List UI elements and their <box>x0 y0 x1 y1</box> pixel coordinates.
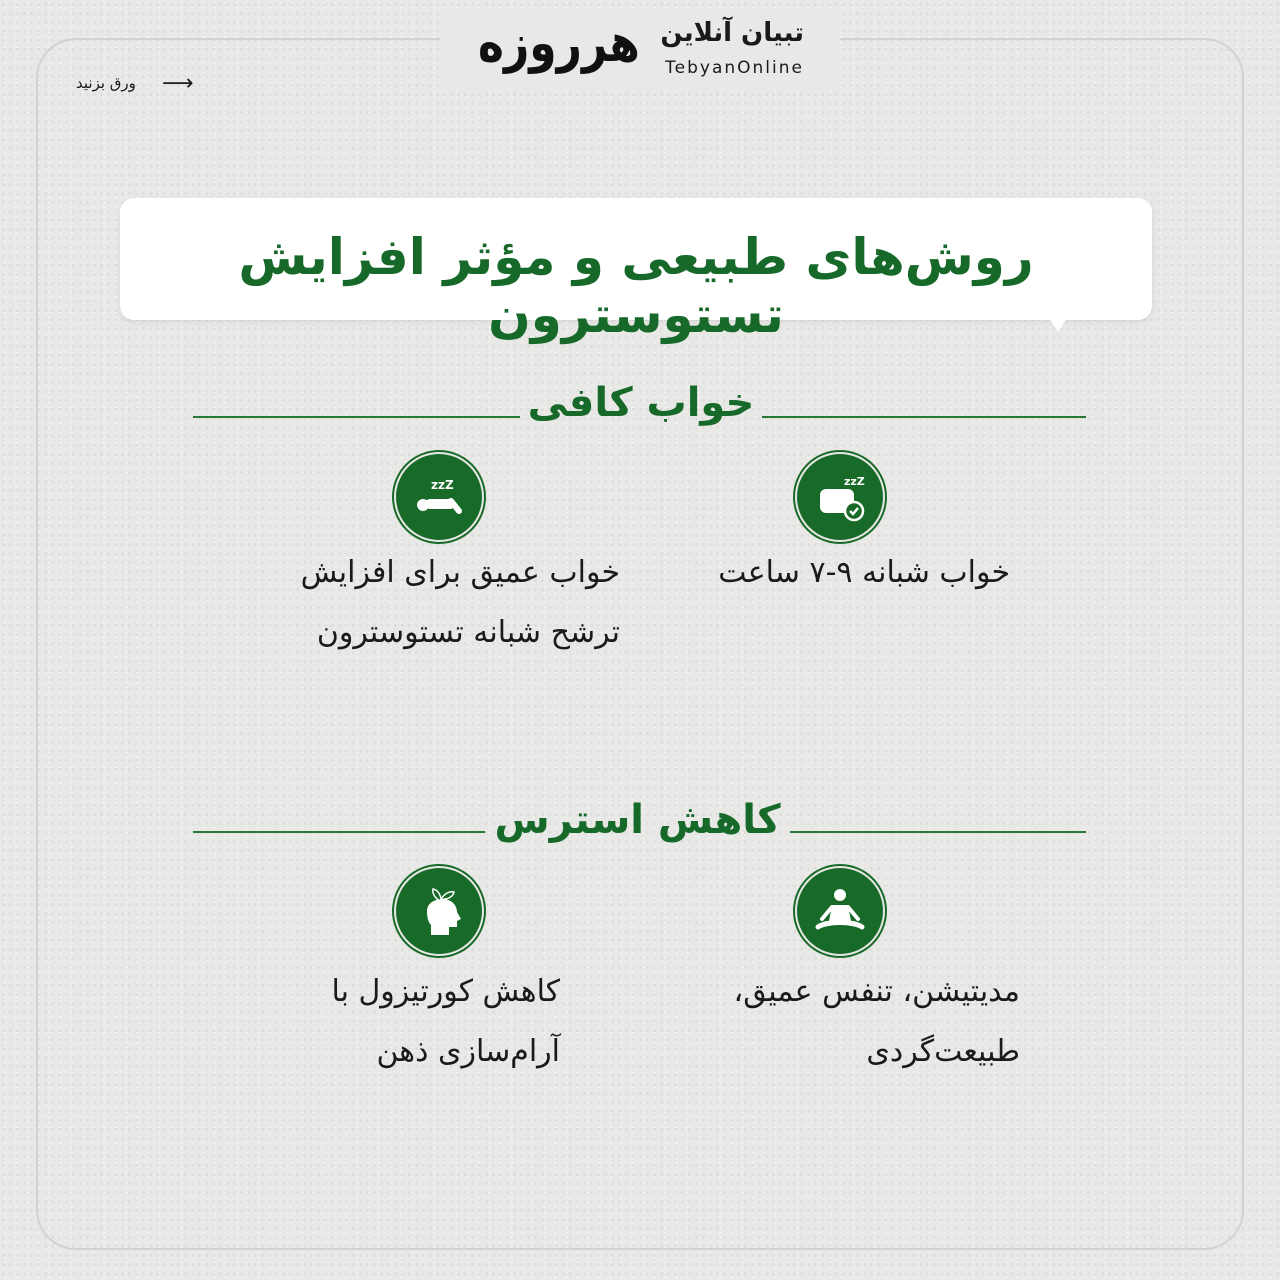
item-deep-sleep: خواب عمیق برای افزایش ترشح شبانه تستوسترون <box>300 555 620 650</box>
section-heading-sleep: خواب کافی <box>527 380 755 426</box>
page-title: روش‌های طبیعی و مؤثر افزایش تستوسترون <box>238 228 1034 344</box>
divider <box>790 831 1086 833</box>
swipe-hint[interactable] <box>76 74 136 92</box>
section-heading-stress: کاهش استرس <box>494 797 781 843</box>
arrow-right-icon: ⟶ <box>162 71 194 96</box>
title-card <box>120 198 1152 344</box>
item-sleep-hours: خواب شبانه ۹-۷ ساعت <box>718 555 1010 590</box>
item-meditation: مدیتیشن، تنفس عمیق، طبیعت‌گردی <box>733 974 1020 1069</box>
logo: هرروزه <box>478 12 640 75</box>
speech-tail <box>1048 316 1068 332</box>
svg-text:zzZ: zzZ <box>844 475 865 488</box>
sleeping-person-icon <box>396 454 482 540</box>
divider <box>193 416 520 418</box>
meditation-icon <box>797 868 883 954</box>
swipe-label: ورق بزنید <box>76 74 136 92</box>
svg-text:zzZ: zzZ <box>431 478 454 492</box>
brand-name-en: TebyanOnline <box>665 58 804 78</box>
divider <box>762 416 1086 418</box>
mind-plant-icon <box>396 868 482 954</box>
brand-name-fa: تبیان آنلاین <box>660 18 804 48</box>
item-cortisol: کاهش کورتیزول با آرام‌سازی ذهن <box>331 974 560 1069</box>
divider <box>193 831 485 833</box>
pillow-sleep-icon <box>797 454 883 540</box>
